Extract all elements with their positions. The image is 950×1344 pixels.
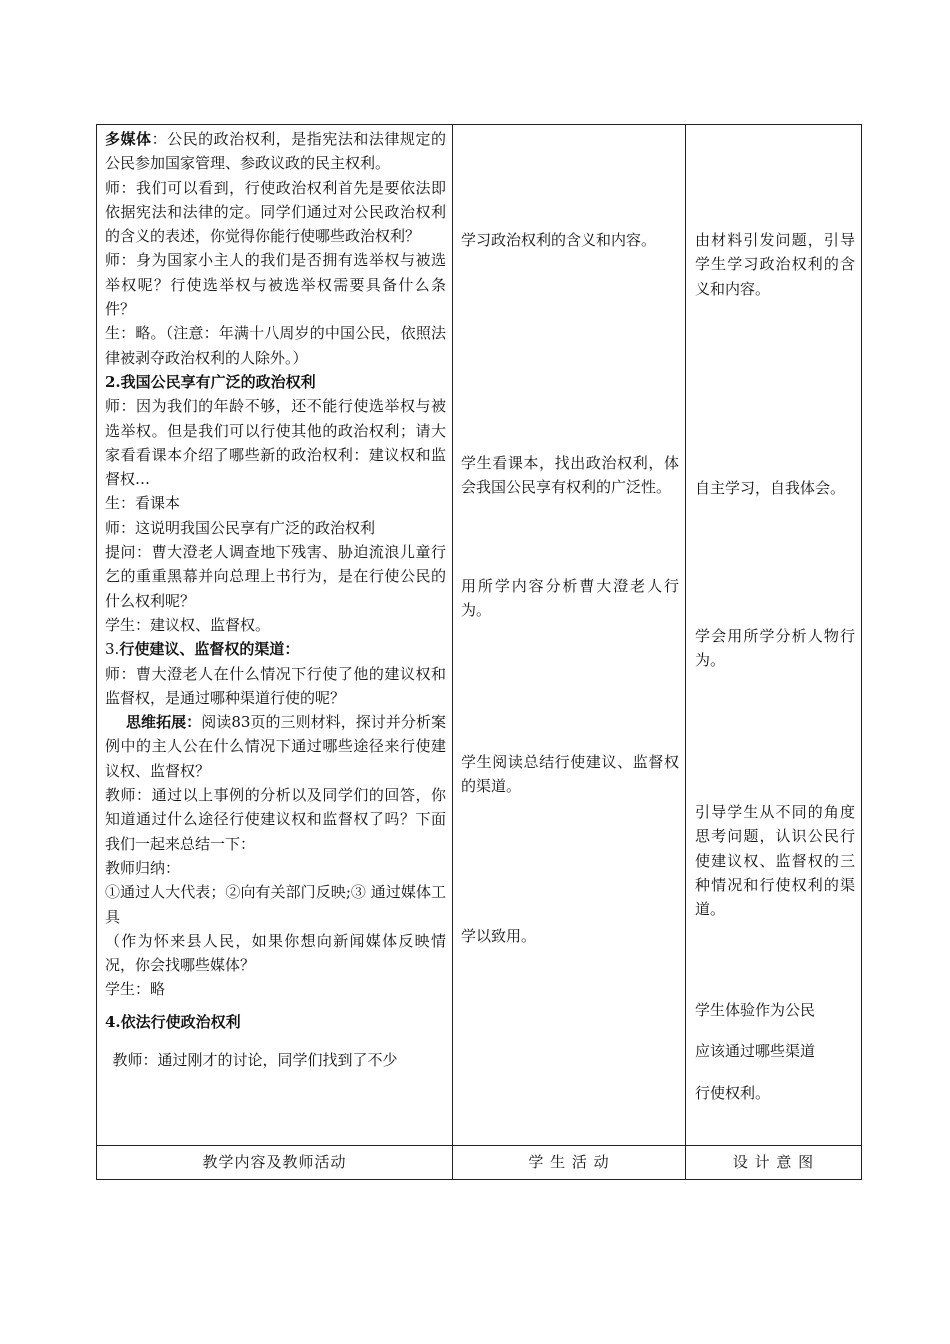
section-heading-2: 2.我国公民享有广泛的政治权利 <box>105 372 316 391</box>
extension-text: 阅读83页的三则材料，探讨并分析案例中的主人公在什么情况下通过哪些途径来行使建议权、监督权？ <box>105 713 446 780</box>
design-intent-5c: 行使权利。 <box>695 1084 771 1102</box>
teacher-line-4: 师：这说明我国公民享有广泛的政治权利 <box>105 518 376 537</box>
header-student-activity: 学 生 活 动 <box>453 1146 686 1180</box>
design-intent-1: 由材料引发问题，引导学生学习政治权利的含义和内容。 <box>695 231 855 298</box>
design-intent-cell <box>686 125 862 1146</box>
channels-list: ①通过人大代表；②向有关部门反映;③ 通过媒体工具 <box>105 883 446 926</box>
multimedia-label: 多媒体 <box>105 130 152 148</box>
question-line: 提问：曹大澄老人调查地下残害、胁迫流浪儿童行乞的重重黑幕并向总理上书行为，是在行使公民的什么权利呢？ <box>105 543 446 610</box>
design-intent-4: 引导学生从不同的角度思考问题，认识公民行使建议权、监督权的三种情况和行使权利的渠道。 <box>695 803 855 919</box>
teacher-line-1: 师：我们可以看到，行使政治权利首先是要依法即依据宪法和法律的定。同学们通过对公民政治权利的含义的表述，你觉得你能行使哪些政治权利？ <box>105 178 446 246</box>
media-question: （作为怀来县人民，如果你想向新闻媒体反映情况，你会找哪些媒体？ <box>105 931 446 975</box>
teacher-line-5: 师：曹大澄老人在什么情况下行使了他的建议权和监督权，是通过哪种渠道行使的呢？ <box>105 664 446 707</box>
student-line-1: 生：略。（注意：年满十八周岁的中国公民，依照法律被剥夺政治权利的人除外。） <box>105 324 446 367</box>
section-heading-3 <box>105 637 446 661</box>
student-line-3: 学生：建议权、监督权。 <box>105 615 271 634</box>
student-activity-5: 学以致用。 <box>461 927 537 945</box>
section-3-title: 行使建议、监督权的渠道： <box>119 640 300 659</box>
student-activity-4: 学生阅读总结行使建议、监督权的渠道。 <box>461 753 679 796</box>
design-intent-5b: 应该通过哪些渠道 <box>695 1042 816 1060</box>
teacher-line-3: 师：因为我们的年龄不够，还不能行使选举权与被选举权。但是我们可以行使其他的政治权利；请大家看看课本介绍了哪些新的政治权利：建议权和监督权… <box>105 397 446 489</box>
header-design-intent: 设 计 意 图 <box>686 1146 862 1180</box>
student-activity-cell <box>453 125 686 1146</box>
teacher-line-7: 教师：通过刚才的讨论，同学们找到了不少 <box>112 1050 398 1069</box>
teacher-line-6: 教师：通过以上事例的分析以及同学们的回答，你知道通过什么途径行使建议权和监督权了吗？下面我们一起来总结一下： <box>105 786 446 853</box>
multimedia-text: ：公民的政治权利，是指宪法和法律规定的公民参加国家管理、参政议政的民主权利。 <box>105 130 446 173</box>
extension-paragraph <box>105 710 446 783</box>
lesson-plan-table <box>96 124 862 1180</box>
content-row <box>97 125 862 1146</box>
multimedia-paragraph <box>105 127 446 176</box>
student-activity-2: 学生看课本，找出政治权利，体会我国公民享有权利的广泛性。 <box>461 454 679 497</box>
student-activity-1: 学习政治权利的含义和内容。 <box>461 231 657 249</box>
student-line-4: 学生：略 <box>105 980 166 999</box>
design-intent-2: 自主学习，自我体会。 <box>695 479 846 497</box>
column-header-row <box>97 1146 862 1180</box>
teacher-line-2: 师：身为国家小主人的我们是否拥有选举权与被选举权呢？行使选举权与被选举权需要具备什么条件？ <box>105 251 446 319</box>
extension-label: 思维拓展： <box>126 713 202 732</box>
header-teacher-activity: 教学内容及教师活动 <box>97 1146 453 1180</box>
section-heading-4: 4.依法行使政治权利 <box>105 1012 241 1031</box>
design-intent-5a: 学生体验作为公民 <box>695 1001 816 1019</box>
section-3-number: 3. <box>105 640 120 659</box>
teacher-summary-label: 教师归纳： <box>105 858 181 877</box>
student-activity-3: 用所学内容分析曹大澄老人行为。 <box>461 577 679 620</box>
student-line-2: 生：看课本 <box>105 494 181 513</box>
teacher-activity-cell <box>97 125 453 1146</box>
design-intent-3: 学会用所学分析人物行为。 <box>695 627 855 670</box>
